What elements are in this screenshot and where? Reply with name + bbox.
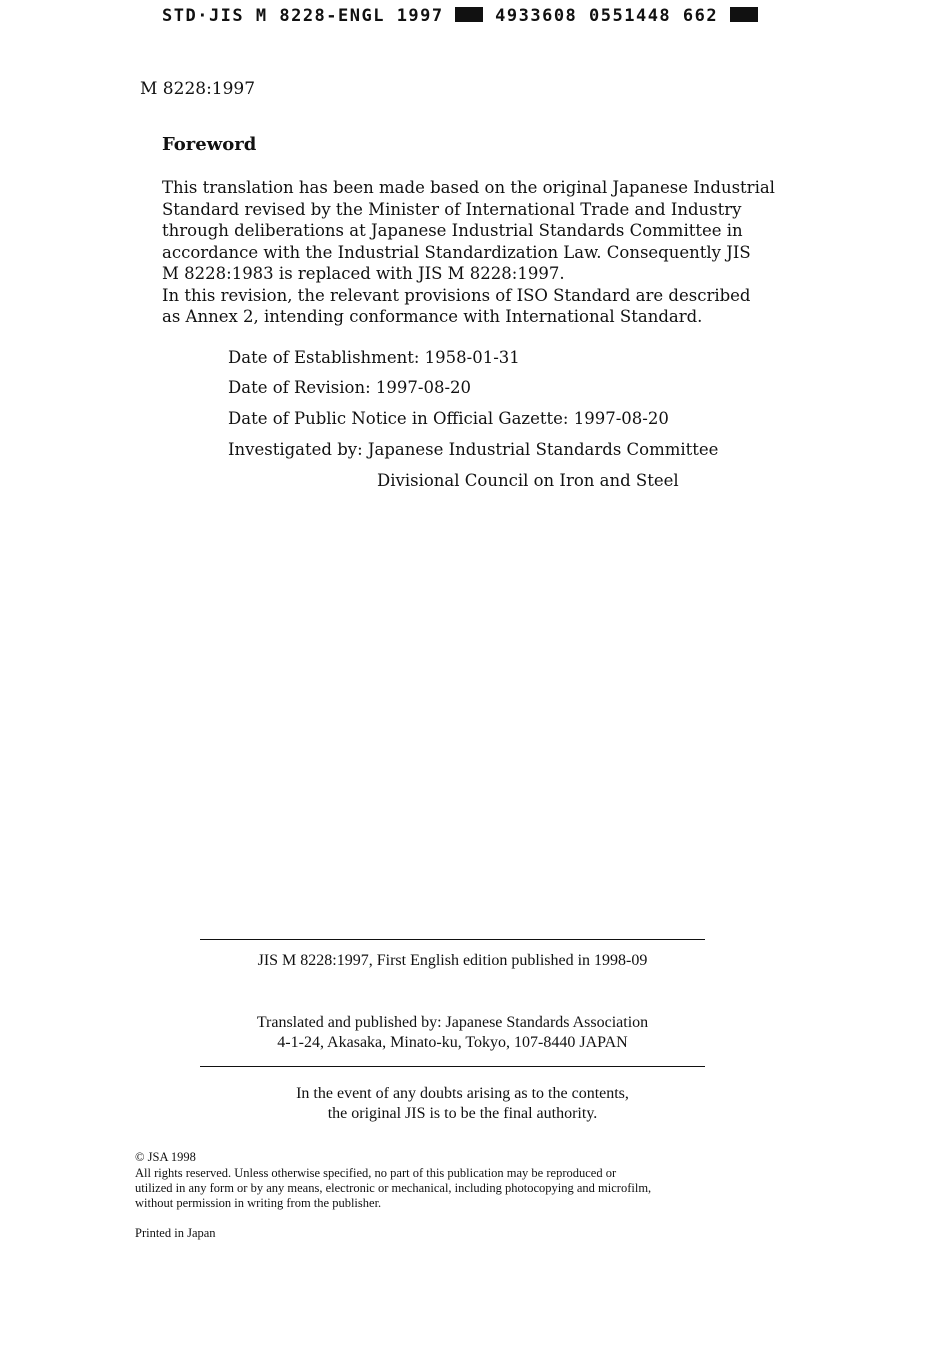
foreword-body xyxy=(162,177,775,328)
authority-note: In the event of any doubts arising as to the contents, xyxy=(296,1085,629,1102)
publisher-line: Translated and published by: Japanese Standards Association xyxy=(256,1014,649,1031)
foreword-line: Standard revised by the Minister of International Trade and Industry xyxy=(162,199,742,219)
authority-note: the original JIS is to be the final authority. xyxy=(327,1105,598,1122)
date-establishment: Date of Establishment: 1958-01-31 xyxy=(228,348,520,367)
foreword-line: M 8228:1983 is replaced with JIS M 8228:1997. xyxy=(162,264,565,283)
publisher-address: 4-1-24, Akasaka, Minato-ku, Tokyo, 107-8440 JAPAN xyxy=(277,1034,628,1051)
header-block-mark xyxy=(730,7,758,22)
date-public-notice: Date of Public Notice in Official Gazette: 1997-08-20 xyxy=(228,409,669,428)
divider xyxy=(200,939,705,940)
divider xyxy=(200,1066,705,1067)
rights-line: utilized in any form or by any means, electronic or mechanical, including photocopying and microfilm, xyxy=(135,1181,652,1195)
scan-header xyxy=(162,6,758,26)
investigated-by: Investigated by: Japanese Industrial Standards Committee xyxy=(228,440,719,459)
foreword-line: as Annex 2, intending conformance with International Standard. xyxy=(162,307,703,326)
foreword-line: This translation has been made based on the original Japanese Industrial xyxy=(162,178,775,197)
investigated-council: Divisional Council on Iron and Steel xyxy=(377,471,679,490)
header-barcode-number: 4933608 0551448 662 xyxy=(495,6,719,26)
copyright-line: © JSA 1998 xyxy=(135,1150,196,1164)
header-code: STD·JIS M 8228-ENGL 1997 xyxy=(162,6,444,26)
foreword-line: accordance with the Industrial Standardization Law. Consequently JIS xyxy=(162,242,751,262)
rights-line: All rights reserved. Unless otherwise specified, no part of this publication may be reproduced or xyxy=(135,1166,617,1180)
header-block-mark xyxy=(455,7,483,22)
printed-in: Printed in Japan xyxy=(135,1226,216,1240)
foreword-line: through deliberations at Japanese Industrial Standards Committee in xyxy=(162,221,743,240)
document-number: M 8228:1997 xyxy=(140,79,256,99)
edition-note: JIS M 8228:1997, First English edition published in 1998-09 xyxy=(257,952,648,969)
foreword-title: Foreword xyxy=(162,134,257,155)
rights-line: without permission in writing from the publisher. xyxy=(135,1196,382,1210)
foreword-line: In this revision, the relevant provisions of ISO Standard are described xyxy=(162,285,751,305)
date-revision: Date of Revision: 1997-08-20 xyxy=(228,378,472,397)
